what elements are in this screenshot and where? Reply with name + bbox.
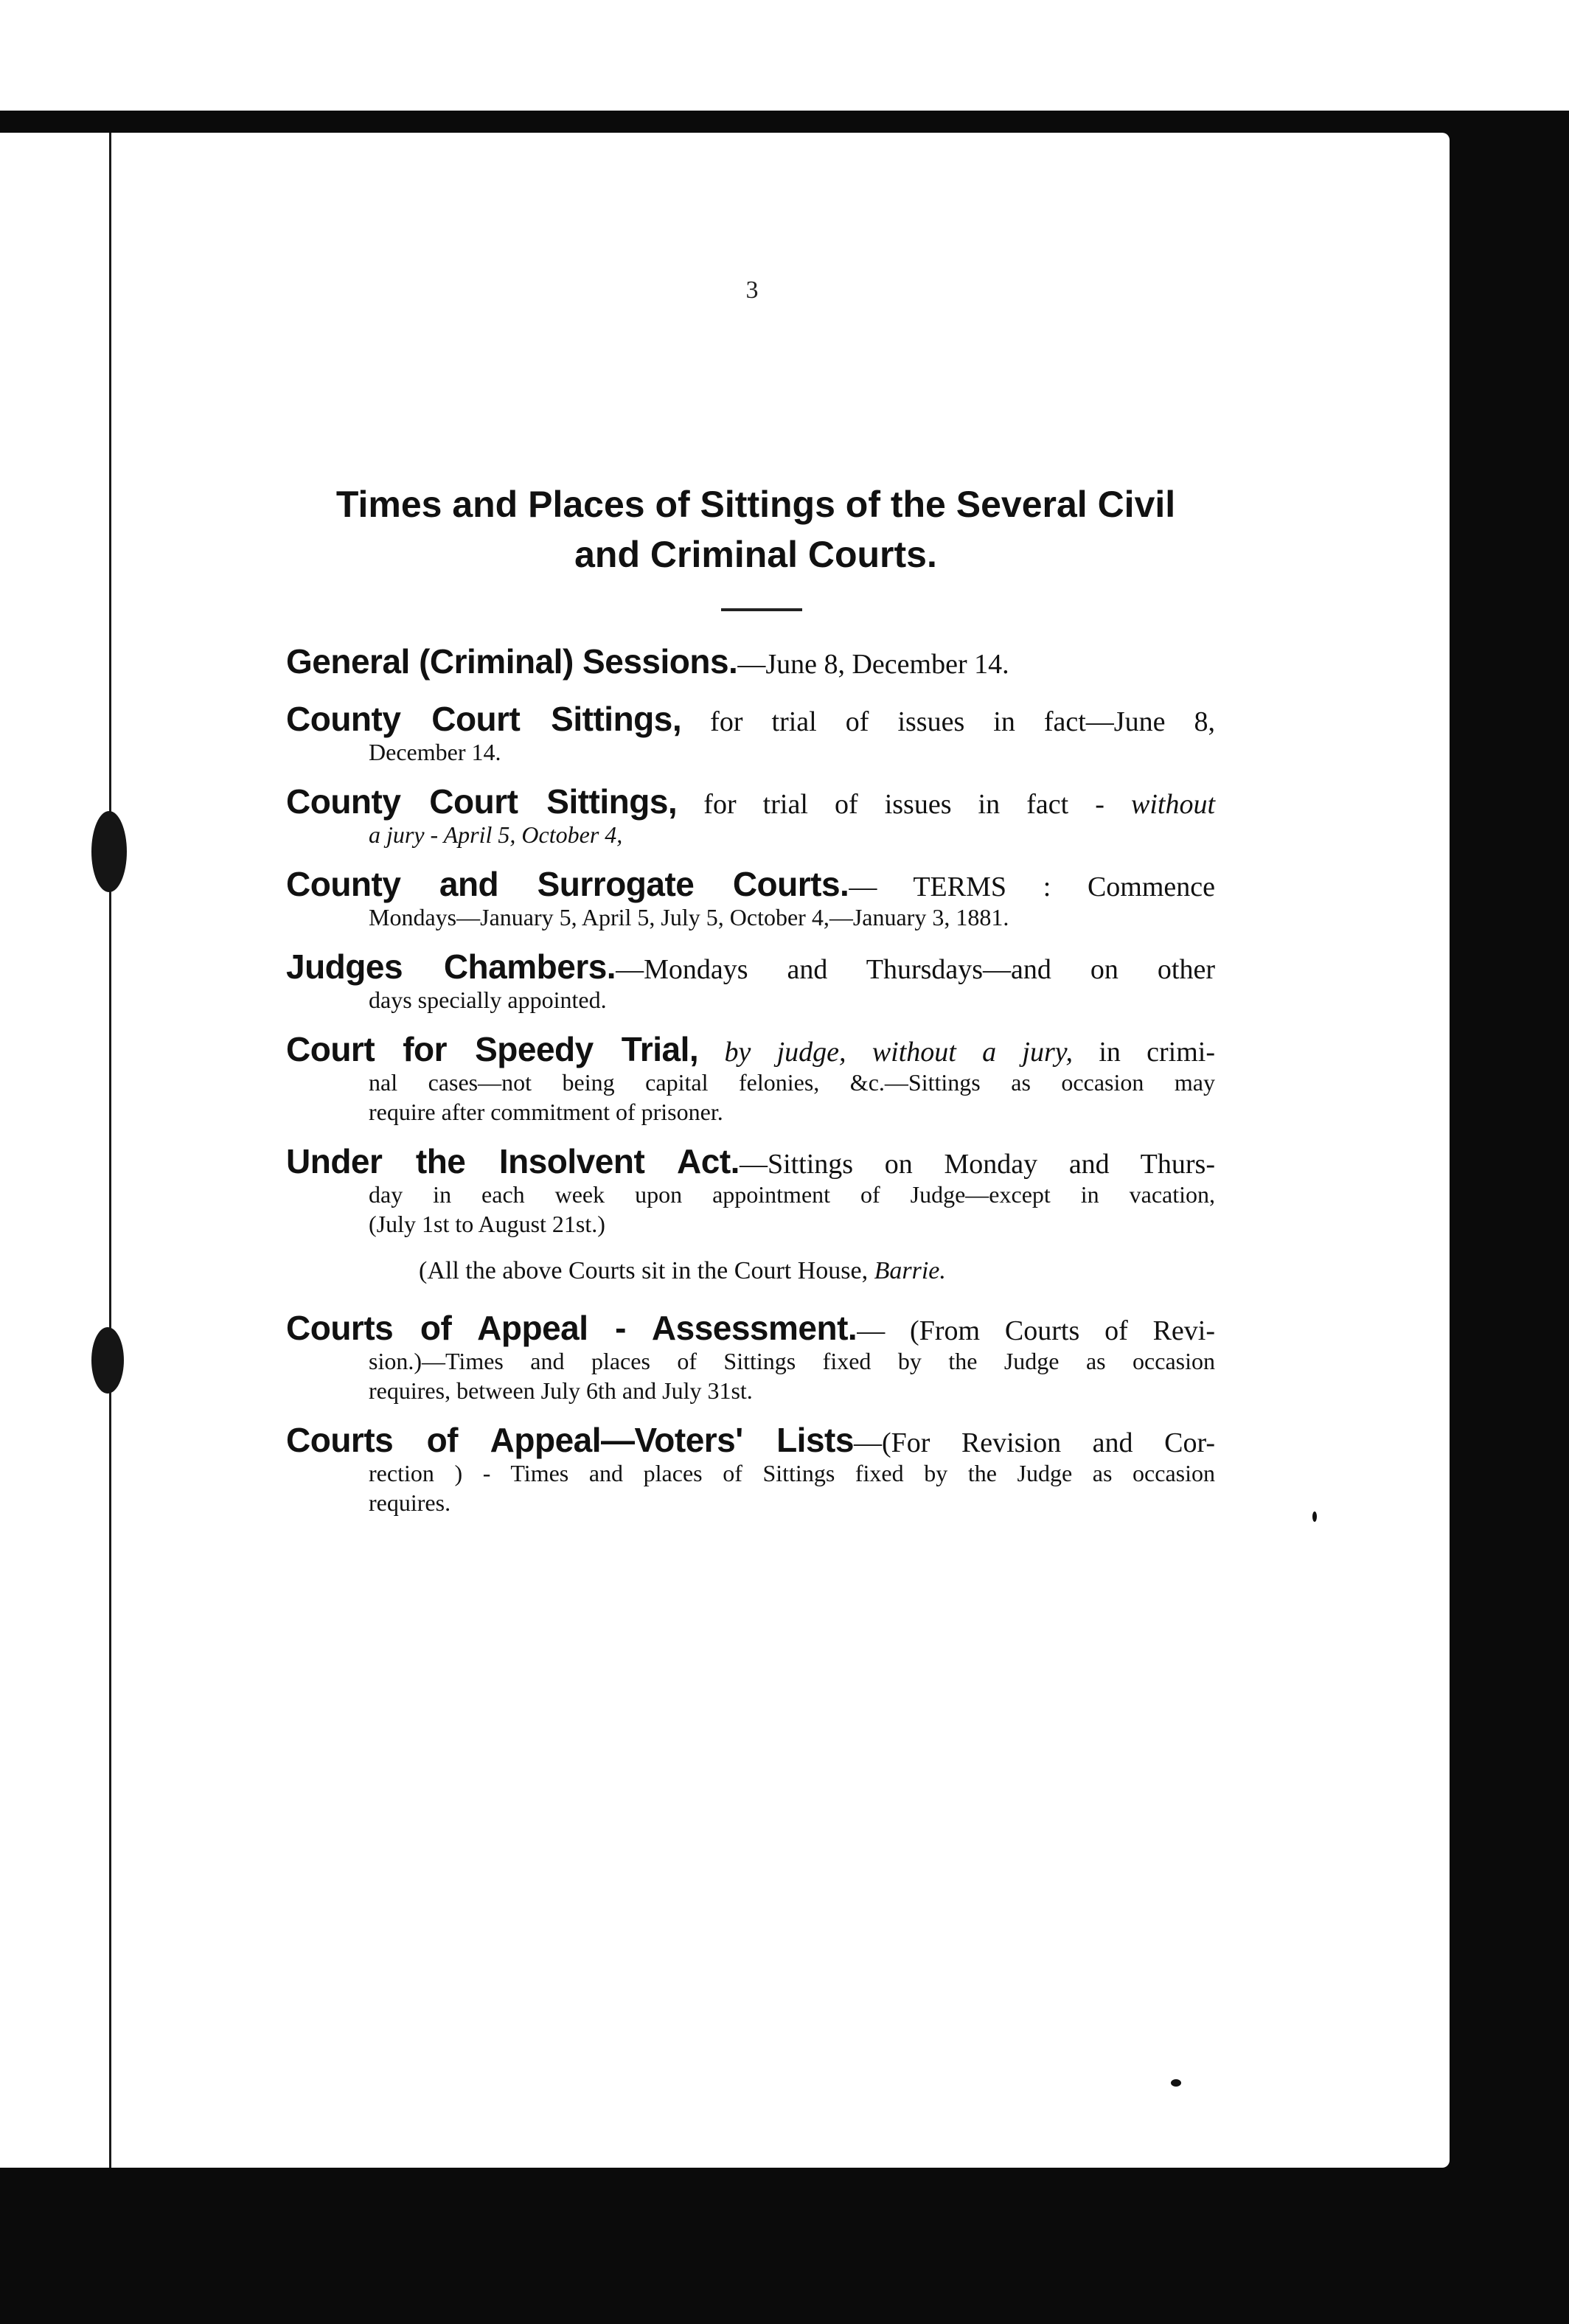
entry-heading: Courts of Appeal - Assessment.: [286, 1309, 857, 1347]
entry-text: nal cases—not being capital felonies, &c.—Sittings as occasion may: [369, 1069, 1215, 1096]
entry-text: require after commitment of prisoner.: [369, 1099, 723, 1125]
binding-blot: [91, 1327, 124, 1394]
entry-text: —Mondays and Thursdays—and on other: [616, 954, 1216, 985]
entry-heading: County Court Sittings,: [286, 700, 682, 738]
entry-text: December 14.: [369, 739, 501, 765]
note-place: Barrie.: [874, 1257, 946, 1284]
ink-speck: [1312, 1511, 1317, 1522]
entry-text: — (From Courts of Revi-: [857, 1315, 1215, 1346]
entry-heading: Under the Insolvent Act.: [286, 1142, 740, 1180]
entry-italic-text: a jury - April 5, October 4,: [369, 821, 623, 848]
entry-text: days specially appointed.: [369, 987, 607, 1013]
document-page: [0, 133, 1450, 2168]
entry-county-surrogate-courts: [286, 864, 1215, 932]
entry-text: in crimi-: [1073, 1037, 1216, 1068]
entry-text: sion.)—Times and places of Sittings fixed by the Judge as occasion: [369, 1348, 1215, 1374]
entry-text: requires, between July 6th and July 31st.: [369, 1377, 753, 1404]
ink-speck: [1171, 2079, 1181, 2087]
entry-heading: Courts of Appeal—Voters' Lists: [286, 1421, 854, 1459]
entry-text: Mondays—January 5, April 5, July 5, October 4,—January 3, 1881.: [369, 904, 1009, 930]
entry-italic-text: without: [1130, 789, 1216, 820]
entry-text: —Sittings on Monday and Thurs-: [739, 1149, 1215, 1180]
entry-text: for trial of issues in fact—June 8,: [681, 706, 1215, 737]
entry-italic-text: by judge, without a jury,: [724, 1037, 1074, 1068]
page-number: 3: [745, 276, 759, 304]
title-line-1: Times and Places of Sittings of the Several Civil: [335, 484, 1176, 525]
entry-text: for trial of issues in fact -: [677, 789, 1104, 820]
entry-text: day in each week upon appointment of Judge—except in vacation,: [369, 1181, 1215, 1208]
entry-heading: Court for Speedy Trial,: [286, 1030, 699, 1068]
title-line-2: and Criminal Courts.: [574, 534, 937, 575]
entry-text: —June 8, December 14.: [737, 649, 1009, 680]
note-text: (All the above Courts sit in the Court House,: [419, 1257, 869, 1284]
entry-insolvent-act: [286, 1141, 1215, 1239]
entry-county-court-sittings-no-jury: [286, 782, 1215, 849]
entry-heading: General (Criminal) Sessions.: [286, 642, 738, 681]
binding-blot: [91, 811, 127, 892]
entry-general-sessions: [286, 641, 1215, 684]
entry-judges-chambers: [286, 947, 1215, 1015]
page-title: [280, 479, 1231, 580]
title-divider: [721, 608, 802, 611]
entry-text: — TERMS : Commence: [849, 872, 1215, 902]
entry-text: rection ) - Times and places of Sittings fixed by the Judge as occasion: [369, 1460, 1215, 1486]
entry-heading: County and Surrogate Courts.: [286, 865, 849, 903]
entry-speedy-trial: [286, 1029, 1215, 1127]
entry-appeal-voters-lists: [286, 1420, 1215, 1517]
entry-text: requires.: [369, 1489, 451, 1516]
court-house-note: [286, 1253, 1215, 1289]
entry-county-court-sittings: [286, 699, 1215, 767]
entry-appeal-assessment: [286, 1308, 1215, 1405]
sittings-list: [286, 641, 1215, 1532]
scan-top-margin: [0, 0, 1569, 111]
entry-text: —(For Revision and Cor-: [853, 1427, 1215, 1458]
entry-heading: Judges Chambers.: [286, 947, 616, 986]
entry-text: (July 1st to August 21st.): [369, 1211, 605, 1237]
entry-heading: County Court Sittings,: [286, 782, 678, 821]
binding-edge: [109, 133, 111, 2168]
